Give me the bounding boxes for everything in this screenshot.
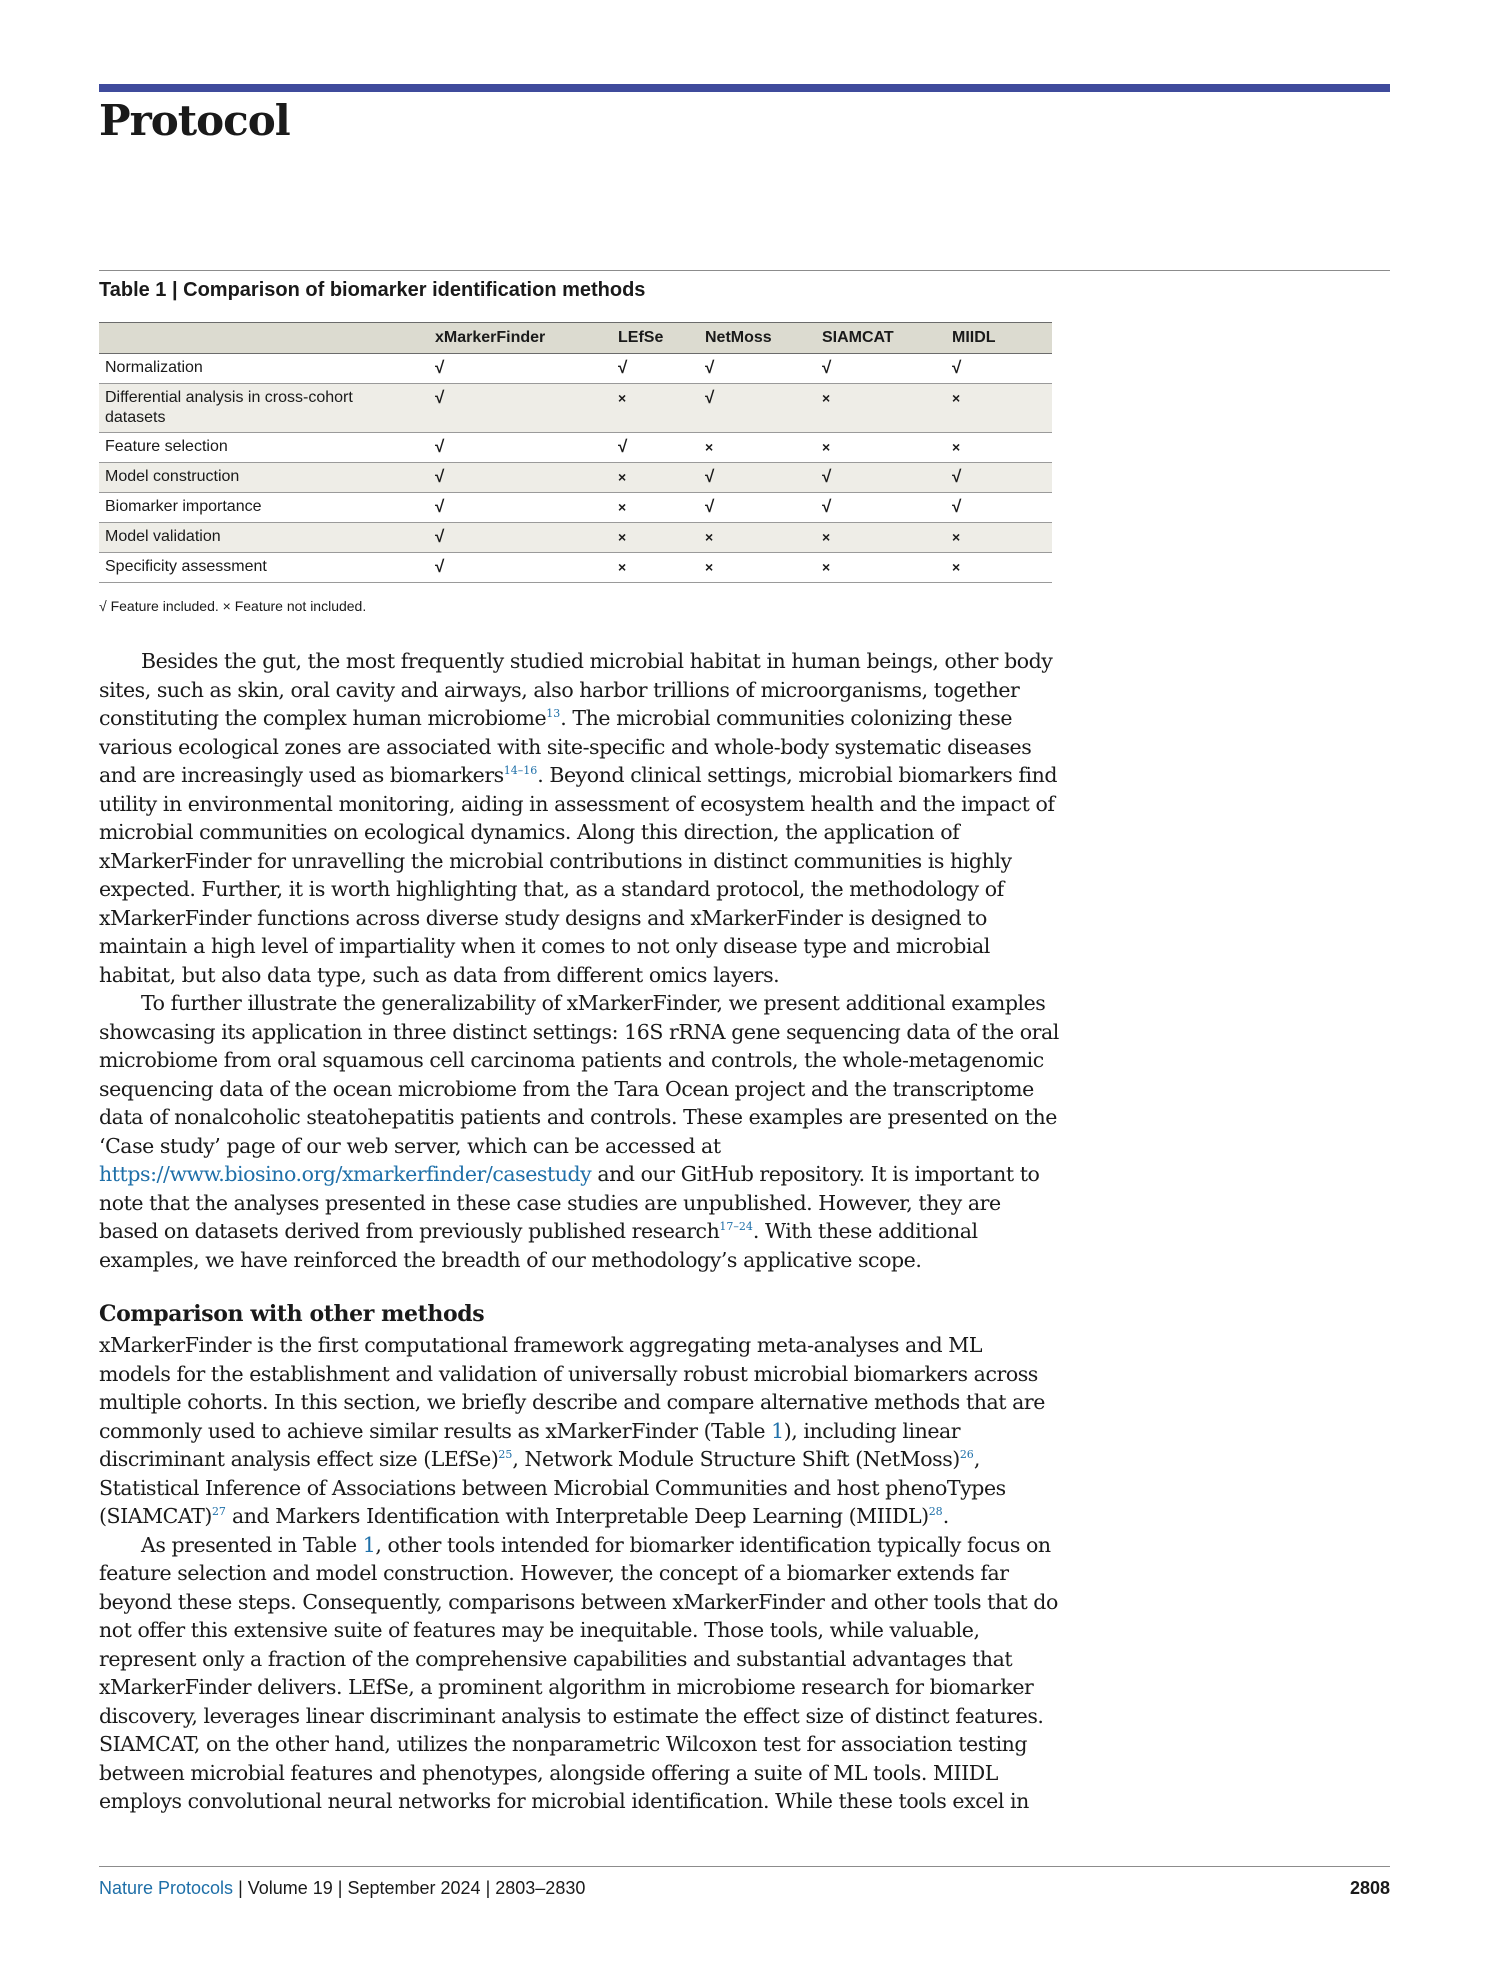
feature-cell: Normalization xyxy=(99,354,435,384)
footer-issue-details: | Volume 19 | September 2024 | 2803–2830 xyxy=(233,1878,586,1898)
cross-mark-icon: × xyxy=(618,390,627,406)
page-number: 2808 xyxy=(1349,1878,1390,1898)
cross-mark-icon: × xyxy=(822,529,831,545)
column-header-lefse: LEfSe xyxy=(618,323,705,354)
check-mark-icon: √ xyxy=(435,467,445,486)
cell-siamcat xyxy=(822,523,952,553)
section-title: Protocol xyxy=(99,96,290,145)
subheading-comparison: Comparison with other methods xyxy=(99,1301,485,1327)
cell-lefse xyxy=(618,493,705,523)
check-mark-icon: √ xyxy=(952,497,962,516)
check-mark-icon: √ xyxy=(435,557,445,576)
column-header-netmoss: NetMoss xyxy=(705,323,822,354)
cell-netmoss xyxy=(705,354,822,384)
cell-siamcat xyxy=(822,553,952,583)
table-row xyxy=(99,433,1052,463)
text: , Statistical Inference of Associations between Microbial Communities and host phenoTypes (SIAMCAT) xyxy=(99,1447,1006,1528)
table-caption xyxy=(99,279,645,302)
table-footnote: √ Feature included. × Feature not included. xyxy=(99,598,367,614)
cell-netmoss xyxy=(705,523,822,553)
check-mark-icon: √ xyxy=(705,467,715,486)
check-mark-icon: √ xyxy=(822,358,832,377)
citation-ref[interactable]: 25 xyxy=(498,1448,513,1462)
text: xMarkerFinder is the first computational framework aggregating meta-analyses and ML models for the establishment and validation of universally robust microbial biomarkers across multiple cohorts. In this section, we briefly describe and compare alternative methods that are commonly used to achieve similar results as xMarkerFinder (Table xyxy=(99,1333,1045,1443)
table-ref[interactable]: 1 xyxy=(771,1418,784,1443)
table-body xyxy=(99,354,1052,583)
cross-mark-icon: × xyxy=(952,439,961,455)
paragraph-comparison-details xyxy=(99,1531,1059,1816)
footer-journal-link[interactable]: Nature Protocols xyxy=(99,1878,234,1898)
cross-mark-icon: × xyxy=(952,529,961,545)
table-row xyxy=(99,354,1052,384)
cross-mark-icon: × xyxy=(952,390,961,406)
check-mark-icon: √ xyxy=(435,437,445,456)
check-mark-icon: √ xyxy=(822,497,832,516)
table-header-row xyxy=(99,323,1052,354)
text: . The microbial communities colonizing these various ecological zones are associated with site-specific and whole-body systematic diseases and are increasingly used as biomarkers xyxy=(99,706,1032,787)
table-caption-title: Comparison of biomarker identification methods xyxy=(177,279,646,301)
feature-cell: Model validation xyxy=(99,523,435,553)
text: and our GitHub repository. It is important to note that the analyses presented in these case studies are unpublished. However, they are based on datasets derived from previously published research xyxy=(99,1162,1040,1243)
cell-xmarkerfinder xyxy=(435,433,618,463)
paragraph-generalizability xyxy=(99,989,1059,1274)
text: . xyxy=(942,1504,949,1528)
cell-miidl xyxy=(952,493,1052,523)
cross-mark-icon: × xyxy=(618,559,627,575)
check-mark-icon: √ xyxy=(435,497,445,516)
cross-mark-icon: × xyxy=(618,499,627,515)
cell-miidl xyxy=(952,433,1052,463)
cross-mark-icon: × xyxy=(618,529,627,545)
citation-ref[interactable]: 13 xyxy=(546,707,561,721)
cell-siamcat xyxy=(822,493,952,523)
check-mark-icon: √ xyxy=(952,358,962,377)
cell-lefse xyxy=(618,354,705,384)
cell-miidl xyxy=(952,384,1052,433)
cell-lefse xyxy=(618,523,705,553)
cell-siamcat xyxy=(822,463,952,493)
column-header-xmarkerfinder: xMarkerFinder xyxy=(435,323,618,354)
citation-ref[interactable]: 27 xyxy=(211,1505,226,1519)
check-mark-icon: √ xyxy=(435,388,445,407)
table-row xyxy=(99,553,1052,583)
text: Besides the gut, the most frequently studied microbial habitat in human beings, other body sites, such as skin, oral cavity and airways, also harbor trillions of microorganisms, together constituting the complex human microbiome xyxy=(99,649,1053,730)
feature-cell: Differential analysis in cross-cohort datasets xyxy=(99,384,435,433)
cell-siamcat xyxy=(822,433,952,463)
table-row xyxy=(99,523,1052,553)
cross-mark-icon: × xyxy=(952,559,961,575)
check-mark-icon: √ xyxy=(705,388,715,407)
paragraph-comparison-intro xyxy=(99,1331,1059,1531)
cell-lefse xyxy=(618,384,705,433)
column-header-feature xyxy=(99,323,435,354)
cell-xmarkerfinder xyxy=(435,463,618,493)
cell-siamcat xyxy=(822,384,952,433)
cell-miidl xyxy=(952,463,1052,493)
citation-ref[interactable]: 14–16 xyxy=(503,764,538,778)
citation-ref[interactable]: 17–24 xyxy=(719,1220,753,1234)
text: . Beyond clinical settings, microbial biomarkers find utility in environmental monitoring, aiding in assessment of ecosystem health and the impact of microbial communities on ecological dynamics. Along this direction, the application of xMarkerFinder for unravelling the microbial contributions in distinct communities is highly expected. Further, it is worth highlighting that, as a standard protocol, the methodology of xMarkerFinder functions across diverse study designs and xMarkerFinder is designed to maintain a high level of impartiality when it comes to not only disease type and microbial habitat, but also data type, such as data from different omics layers. xyxy=(99,763,1058,987)
check-mark-icon: √ xyxy=(435,527,445,546)
table-caption-label: Table 1 | xyxy=(99,279,178,301)
cell-netmoss xyxy=(705,493,822,523)
feature-cell: Specificity assessment xyxy=(99,553,435,583)
paragraph-habitats xyxy=(99,647,1059,989)
check-mark-icon: √ xyxy=(705,358,715,377)
table-row xyxy=(99,493,1052,523)
casestudy-link[interactable]: https://www.biosino.org/xmarkerfinder/casestudy xyxy=(99,1162,592,1186)
cross-mark-icon: × xyxy=(705,439,714,455)
header-rule xyxy=(99,84,1390,92)
cross-mark-icon: × xyxy=(822,559,831,575)
cross-mark-icon: × xyxy=(822,390,831,406)
table-row xyxy=(99,463,1052,493)
body-block-2 xyxy=(99,1331,1059,1816)
cell-xmarkerfinder xyxy=(435,384,618,433)
cell-miidl xyxy=(952,523,1052,553)
check-mark-icon: √ xyxy=(822,467,832,486)
cell-lefse xyxy=(618,463,705,493)
cell-xmarkerfinder xyxy=(435,493,618,523)
cell-miidl xyxy=(952,553,1052,583)
text: ), including linear discriminant analysis effect size (LEfSe) xyxy=(99,1418,961,1471)
column-header-miidl: MIIDL xyxy=(952,323,1052,354)
citation-ref[interactable]: 26 xyxy=(959,1448,974,1462)
cross-mark-icon: × xyxy=(822,439,831,455)
table-ref[interactable]: 1 xyxy=(362,1532,376,1557)
cell-xmarkerfinder xyxy=(435,354,618,384)
citation-ref[interactable]: 28 xyxy=(928,1505,943,1519)
text: , Network Module Structure Shift (NetMoss) xyxy=(512,1447,960,1471)
cell-xmarkerfinder xyxy=(435,523,618,553)
text: As presented in Table xyxy=(141,1532,363,1557)
text: To further illustrate the generalizability of xMarkerFinder, we present additional examples showcasing its application in three distinct settings: 16S rRNA gene sequencing data of the oral microbiome from oral squamous cell carcinoma patients and controls, the whole-metagenomic sequencing data of the ocean microbiome from the Tara Ocean project and the transcriptome data of nonalcoholic steatohepatitis patients and controls. These examples are presented on the ‘Case study’ page of our web server, which can be accessed at xyxy=(99,991,1059,1158)
feature-cell: Feature selection xyxy=(99,433,435,463)
cell-siamcat xyxy=(822,354,952,384)
cell-miidl xyxy=(952,354,1052,384)
footer-citation xyxy=(99,1878,585,1899)
cell-netmoss xyxy=(705,433,822,463)
cell-netmoss xyxy=(705,553,822,583)
cell-lefse xyxy=(618,433,705,463)
cell-netmoss xyxy=(705,463,822,493)
check-mark-icon: √ xyxy=(618,437,628,456)
check-mark-icon: √ xyxy=(952,467,962,486)
column-header-siamcat: SIAMCAT xyxy=(822,323,952,354)
check-mark-icon: √ xyxy=(618,358,628,377)
check-mark-icon: √ xyxy=(435,358,445,377)
cell-lefse xyxy=(618,553,705,583)
feature-cell: Biomarker importance xyxy=(99,493,435,523)
cross-mark-icon: × xyxy=(618,469,627,485)
body-block-1 xyxy=(99,647,1059,1274)
cell-netmoss xyxy=(705,384,822,433)
comparison-table xyxy=(99,322,1052,583)
table-top-rule xyxy=(99,270,1390,271)
cross-mark-icon: × xyxy=(705,529,714,545)
footer-rule xyxy=(99,1866,1390,1867)
cross-mark-icon: × xyxy=(705,559,714,575)
table-row xyxy=(99,384,1052,433)
check-mark-icon: √ xyxy=(705,497,715,516)
text: . With these additional examples, we have reinforced the breadth of our methodology’s applicative scope. xyxy=(99,1219,978,1272)
text: , other tools intended for biomarker identification typically focus on feature selection and model construction. However, the concept of a biomarker extends far beyond these steps. Consequently, comparisons between xMarkerFinder and other tools that do not offer this extensive suite of features may be inequitable. Those tools, while valuable, represent only a fraction of the comprehensive capabilities and substantial advantages that xMarkerFinder delivers. LEfSe, a prominent algorithm in microbiome research for biomarker discovery, leverages linear discriminant analysis to estimate the effect size of distinct features. SIAMCAT, on the other hand, utilizes the nonparametric Wilcoxon test for association testing between microbial features and phenotypes, alongside offering a suite of ML tools. MIIDL employs convolutional neural networks for microbial identification. While these tools excel in xyxy=(99,1532,1058,1813)
cell-xmarkerfinder xyxy=(435,553,618,583)
feature-cell: Model construction xyxy=(99,463,435,493)
text: and Markers Identification with Interpretable Deep Learning (MIIDL) xyxy=(225,1504,929,1528)
